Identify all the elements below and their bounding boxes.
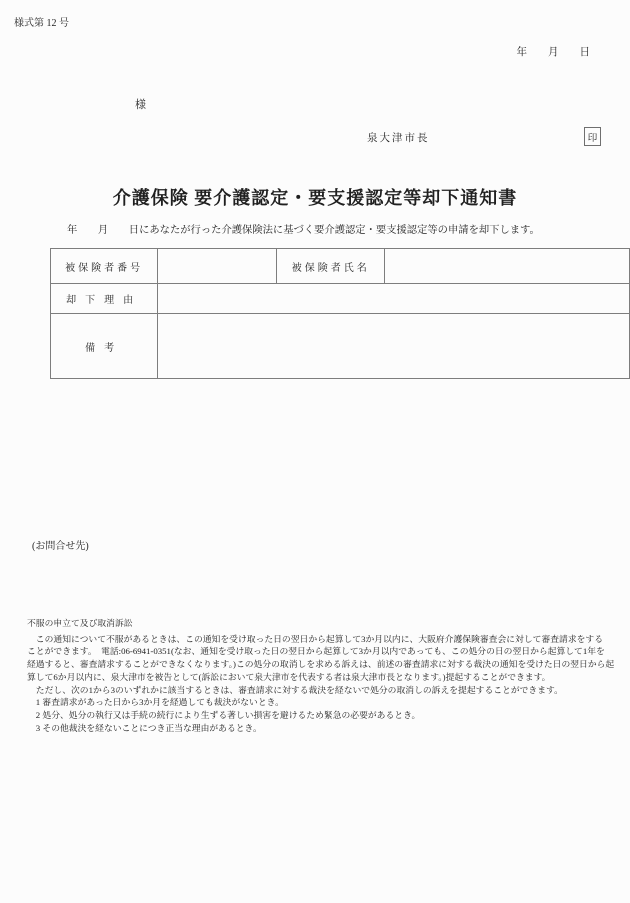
issuer-name: 泉大津市長 [367, 133, 430, 144]
official-seal-box [584, 127, 601, 146]
issue-date-placeholder: 年 月 日 [516, 47, 590, 58]
legal-heading: 不服の申立て及び取消訴訟 [27, 618, 133, 628]
remarks-value [158, 314, 630, 379]
insured-name-label: 被保険者氏名 [277, 249, 385, 284]
notice-table [50, 248, 630, 379]
insured-number-label: 被保険者番号 [51, 249, 158, 284]
legal-notice-section [27, 617, 615, 734]
intro-sentence: 年 月 日にあなたが行った介護保険法に基づく要介護認定・要支援認定等の申請を却下します。 [67, 225, 540, 236]
legal-text-line: この通知について不服があるときは、この通知を受け取った日の翌日から起算して3か月以内に、大阪府介護保険審査会に対して審査請求をする [27, 633, 604, 644]
seal-label: 印 [587, 133, 598, 144]
legal-text-line: 1 審査請求があった日から3か月を経過しても裁決がないとき。 [27, 697, 284, 708]
legal-text-line: 2 処分、処分の執行又は手続の続行により生ずる著しい損害を避けるため緊急の必要があるとき。 [27, 709, 421, 720]
rejection-reason-value [158, 284, 630, 314]
legal-text-line: 経過すると、審査請求することができなくなります。)この処分の取消しを求める訴えは、前述の審査請求に対する裁決の通知を受けた日の翌日から起 [27, 659, 615, 670]
rejection-reason-label: 却下理由 [51, 284, 158, 314]
addressee-suffix: 様 [135, 99, 146, 111]
legal-text-line: 3 その他裁決を経ないことにつき正当な理由があるとき。 [27, 722, 262, 733]
legal-text-line: ただし、次の1から3のいずれかに該当するときは、審査請求に対する裁決を経ないで処分の取消しの訴えを提起することができます。 [27, 684, 563, 695]
remarks-label: 備考 [51, 314, 158, 379]
table-row [51, 314, 630, 379]
legal-text-line: ことができます。 電話:06-6941-0351(なお、通知を受け取った日の翌日から起算して3か月以内であっても、この処分の日の翌日から起算して1年を [27, 646, 605, 657]
table-row [51, 284, 630, 314]
insured-name-value [385, 249, 630, 284]
page-title: 介護保険 要介護認定・要支援認定等却下通知書 [112, 188, 518, 208]
form-number: 様式第 12 号 [14, 18, 69, 29]
table-row [51, 249, 630, 284]
contact-info-label: (お問合せ先) [32, 541, 89, 552]
legal-text-line: 算して6か月以内に、泉大津市を被告として(訴訟において泉大津市を代表する者は泉大津市長となります。)提起することができます。 [27, 671, 551, 682]
insured-number-value [158, 249, 277, 284]
